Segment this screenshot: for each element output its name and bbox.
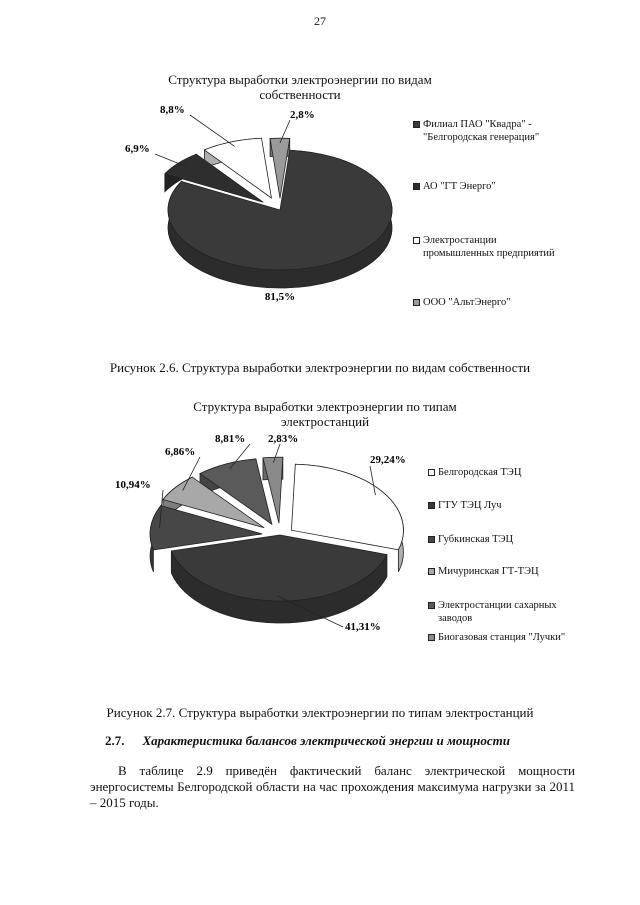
- data-label: 8,81%: [215, 433, 246, 445]
- figure-caption: Рисунок 2.6. Структура выработки электроэнергии по видам собственности: [109, 360, 531, 375]
- legend-swatch: [428, 536, 435, 543]
- pie-chart-ownership: [120, 100, 410, 315]
- legend-swatch: [428, 634, 435, 641]
- data-label: 8,8%: [160, 104, 185, 116]
- legend-label: Губкинская ТЭЦ: [438, 534, 514, 545]
- legend-label: Биогазовая станция "Лучки": [438, 632, 566, 643]
- chart-title-line: Структура выработки электроэнергии по типам: [193, 399, 457, 414]
- chart-title-line: собственности: [259, 87, 341, 102]
- figure-caption: Рисунок 2.7. Структура выработки электроэнергии по типам электростанций: [106, 705, 534, 720]
- pie-chart-station-types: [105, 425, 425, 660]
- legend-label: Белгородская ТЭЦ: [438, 467, 522, 478]
- data-label: 29,24%: [370, 454, 406, 466]
- page-number: 27: [314, 14, 326, 28]
- section-title: Характеристика балансов электрической энергии и мощности: [142, 733, 511, 748]
- chart-title: [130, 72, 470, 102]
- pie-slice: [291, 464, 403, 550]
- chart-title-line: Структура выработки электроэнергии по видам: [168, 72, 432, 87]
- leader-line: [155, 154, 185, 166]
- leader-line: [190, 115, 235, 146]
- legend-label: Электростанции промышленных предприятий: [423, 235, 555, 259]
- legend-label: ГТУ ТЭЦ Луч: [438, 500, 502, 511]
- legend-label: АО "ГТ Энерго": [423, 181, 496, 192]
- legend-swatch: [413, 121, 420, 128]
- data-label: 81,5%: [264, 291, 296, 303]
- data-label: 10,94%: [115, 479, 151, 491]
- legend-swatch: [428, 469, 435, 476]
- chart-title-line: электростанций: [280, 414, 370, 429]
- legend-swatch: [428, 502, 435, 509]
- legend-swatch: [413, 183, 420, 190]
- data-label: 6,86%: [165, 446, 196, 458]
- legend-swatch: [413, 237, 420, 244]
- section-number: 2.7.: [105, 733, 125, 748]
- chart-legend: [428, 466, 588, 666]
- data-label: 2,8%: [290, 109, 315, 121]
- chart-legend: [413, 118, 573, 318]
- legend-swatch: [428, 568, 435, 575]
- legend-label: Филиал ПАО "Квадра" - "Белгородская генерация": [423, 119, 540, 143]
- data-label: 2,83%: [268, 433, 299, 445]
- legend-label: ООО "АльтЭнерго": [423, 297, 511, 308]
- body-paragraph: В таблице 2.9 приведён фактический баланс электрической мощности энергосистемы Белгородской области на час прохождения максимума нагрузки за 2011 – 2015 годы.: [90, 763, 575, 810]
- legend-swatch: [428, 602, 435, 609]
- legend-label: Электростанции сахарных заводов: [438, 600, 557, 624]
- data-label: 6,9%: [125, 143, 150, 155]
- data-label: 41,31%: [345, 621, 381, 633]
- legend-swatch: [413, 299, 420, 306]
- legend-label: Мичуринская ГТ-ТЭЦ: [438, 566, 539, 577]
- section-heading: [105, 733, 575, 749]
